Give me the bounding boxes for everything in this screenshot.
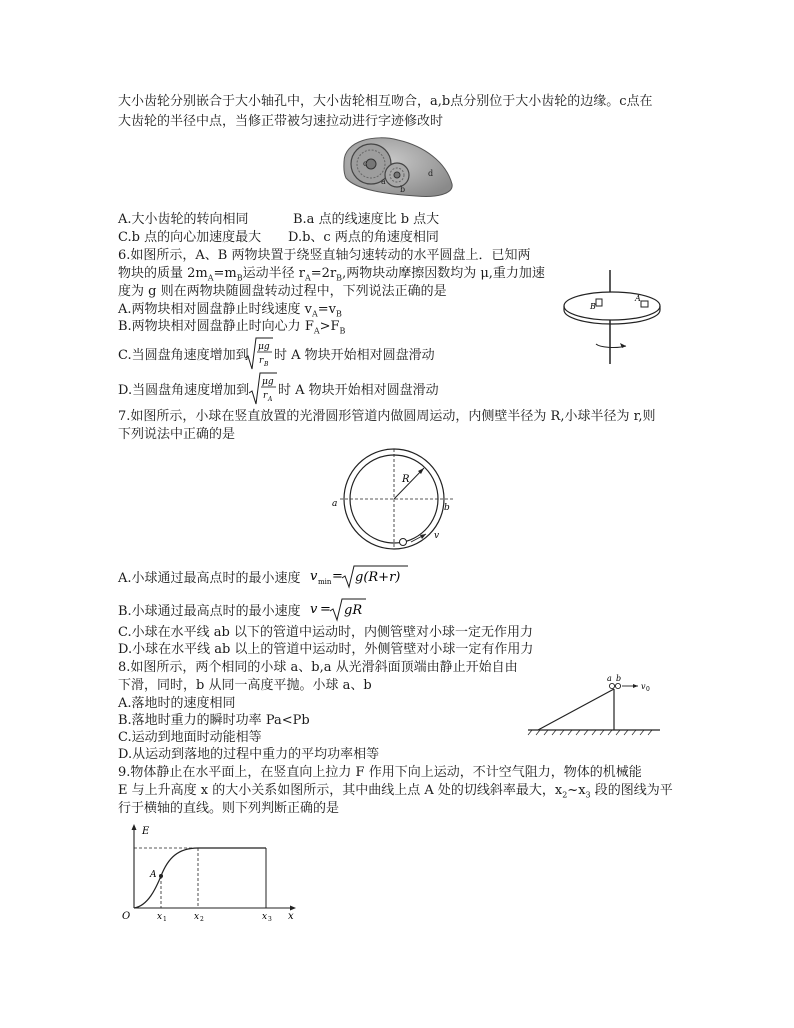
q7-option-c: C.小球在水平线 ab 以下的管道中运动时，内侧管壁对小球一定无作用力 xyxy=(118,625,533,640)
q7-stem-line-2: 下列说法中正确的是 xyxy=(118,427,236,442)
q6c-frac-num: μg xyxy=(258,342,270,352)
q6d-frac-num: μg xyxy=(262,377,274,387)
gear-label-c: c xyxy=(363,159,368,168)
q7-option-b-formula xyxy=(310,597,370,623)
label-b: B xyxy=(590,302,596,311)
point-a-label: A xyxy=(150,870,157,880)
q6c-frac-den-sub: B xyxy=(264,361,269,368)
circular-tube-figure xyxy=(330,446,470,556)
q6-option-c-prefix: C.当圆盘角速度增加到 xyxy=(118,348,249,363)
gear-label-d: d xyxy=(428,169,434,178)
correction-tape-gear-figure xyxy=(336,132,456,202)
q9-stem-line-2: E 与上升高度 x 的大小关系如图所示，其中曲线上点 A 处的切线斜率最大，$x_2\sim x_3$ 段的图线为平 xyxy=(118,783,673,800)
x1-sub: 1 xyxy=(163,916,167,923)
q7b-v: v xyxy=(310,602,318,617)
label-a: a xyxy=(607,674,612,683)
label-b: b xyxy=(616,674,622,683)
q6-option-d-suffix: 时 A 物块开始相对圆盘滑动 xyxy=(278,383,439,398)
x2-sub: 2 xyxy=(200,916,204,923)
q7-stem-line-1: 7.如图所示，小球在竖直放置的光滑圆形管道内做圆周运动，内侧壁半径为 R,小球半径为 r,则 xyxy=(118,409,656,424)
q7a-radicand: g(R+r) xyxy=(355,570,401,585)
q6c-frac-den: r xyxy=(259,356,264,366)
label-a: A xyxy=(635,294,641,303)
q7a-sub: min xyxy=(318,578,332,586)
x-axis-label: x xyxy=(288,911,294,922)
q8-option-c: C.运动到地面时动能相等 xyxy=(118,730,262,745)
q9-stem-line-1: 9.物体静止在水平面上，在竖直向上拉力 F 作用下向上运动，不计空气阻力，物体的机械能 xyxy=(118,765,642,780)
label-a: a xyxy=(332,499,338,509)
y-axis-label: E xyxy=(142,826,150,837)
x3-sub: 3 xyxy=(268,916,272,923)
incline xyxy=(538,689,614,730)
gear-label-a: a xyxy=(381,177,386,186)
label-v0-sub: 0 xyxy=(646,686,650,693)
turntable-figure xyxy=(560,268,680,368)
q8-stem-line-1: 8.如图所示，两个相同的小球 a、b,a 从光滑斜面顶端由静止开始自由 xyxy=(118,660,518,675)
q7b-radicand: gR xyxy=(344,603,363,618)
label-r: R xyxy=(402,474,410,485)
q5-option-c: C.b 点的向心加速度最大 xyxy=(118,230,262,245)
q5-option-b: B.a 点的线速度比 b 点大 xyxy=(293,212,440,227)
q6-stem-line-1: 6.如图所示，A、B 两物块置于绕竖直轴匀速转动的水平圆盘上．已知两 xyxy=(118,248,531,263)
x3-label: x xyxy=(262,912,268,922)
origin-label: O xyxy=(122,911,131,922)
label-b: b xyxy=(444,503,450,513)
q6-option-d-prefix: D.当圆盘角速度增加到 xyxy=(118,383,250,398)
label-v: v xyxy=(434,531,440,541)
q5-option-d: D.b、c 两点的角速度相同 xyxy=(288,230,439,245)
q7-option-a-formula xyxy=(310,564,410,590)
q6-option-d-formula xyxy=(248,371,278,407)
energy-curve xyxy=(134,848,198,908)
point-a xyxy=(159,874,163,878)
intro-line-1: 大小齿轮分别嵌合于大小轴孔中，大小齿轮相互吻合，a,b点分别位于大小齿轮的边缘。c点在 xyxy=(118,94,653,109)
ball xyxy=(400,539,407,546)
gear-label-b: b xyxy=(400,185,406,194)
q6d-frac-den: r xyxy=(263,391,268,401)
q8-stem-line-2: 下滑，同时，b 从同一高度平抛。小球 a、b xyxy=(118,678,372,693)
q7-option-a-prefix: A.小球通过最高点时的最小速度 xyxy=(118,571,301,586)
q6-option-c-formula xyxy=(244,336,274,372)
q7b-eq: = xyxy=(320,602,331,617)
q7-option-d: D.小球在水平线 ab 以上的管道中运动时，外侧管壁对小球一定有作用力 xyxy=(118,642,534,657)
q9-stem-line-3: 行于横轴的直线。则下列判断正确的是 xyxy=(118,801,340,816)
intro-line-2: 大齿轮的半径中点，当修正带被匀速拉动进行字迹修改时 xyxy=(118,114,444,129)
ball-a xyxy=(609,683,614,688)
q8-option-a: A.落地时的速度相同 xyxy=(118,696,236,711)
q6-option-a: A.两物块相对圆盘静止时线速度 $v_A=v_B$ xyxy=(118,302,342,319)
q7-option-b-prefix: B.小球通过最高点时的最小速度 xyxy=(118,604,301,619)
ball-b xyxy=(615,683,620,688)
q8-option-b: B.落地时重力的瞬时功率 Pa<Pb xyxy=(118,713,310,728)
q6-option-b: B.两物块相对圆盘静止时向心力 $F_A>F_B$ xyxy=(118,319,346,336)
x2-label: x xyxy=(194,912,200,922)
q6-option-c-suffix: 时 A 物块开始相对圆盘滑动 xyxy=(274,348,435,363)
q7a-v: v xyxy=(310,569,318,584)
q6d-frac-den-sub: A xyxy=(268,396,273,403)
q7a-eq: = xyxy=(332,569,343,584)
block-a xyxy=(641,301,648,307)
q6-stem-line-3: 度为 g 则在两物块随圆盘转动过程中，下列说法正确的是 xyxy=(118,284,447,299)
q8-option-d: D.从运动到落地的过程中重力的平均功率相等 xyxy=(118,747,380,762)
block-b xyxy=(596,299,602,306)
q5-option-a: A.大小齿轮的转向相同 xyxy=(118,212,249,227)
label-v0: v xyxy=(641,682,646,691)
energy-height-graph xyxy=(118,820,302,924)
q6-stem-line-2: 物块的质量 $2m_A=m_B$运动半径 $r_A=2r_B$,两物块动摩擦因数均为 μ,重力加速 xyxy=(118,266,545,283)
x1-label: x xyxy=(157,912,163,922)
incline-figure xyxy=(520,672,666,742)
